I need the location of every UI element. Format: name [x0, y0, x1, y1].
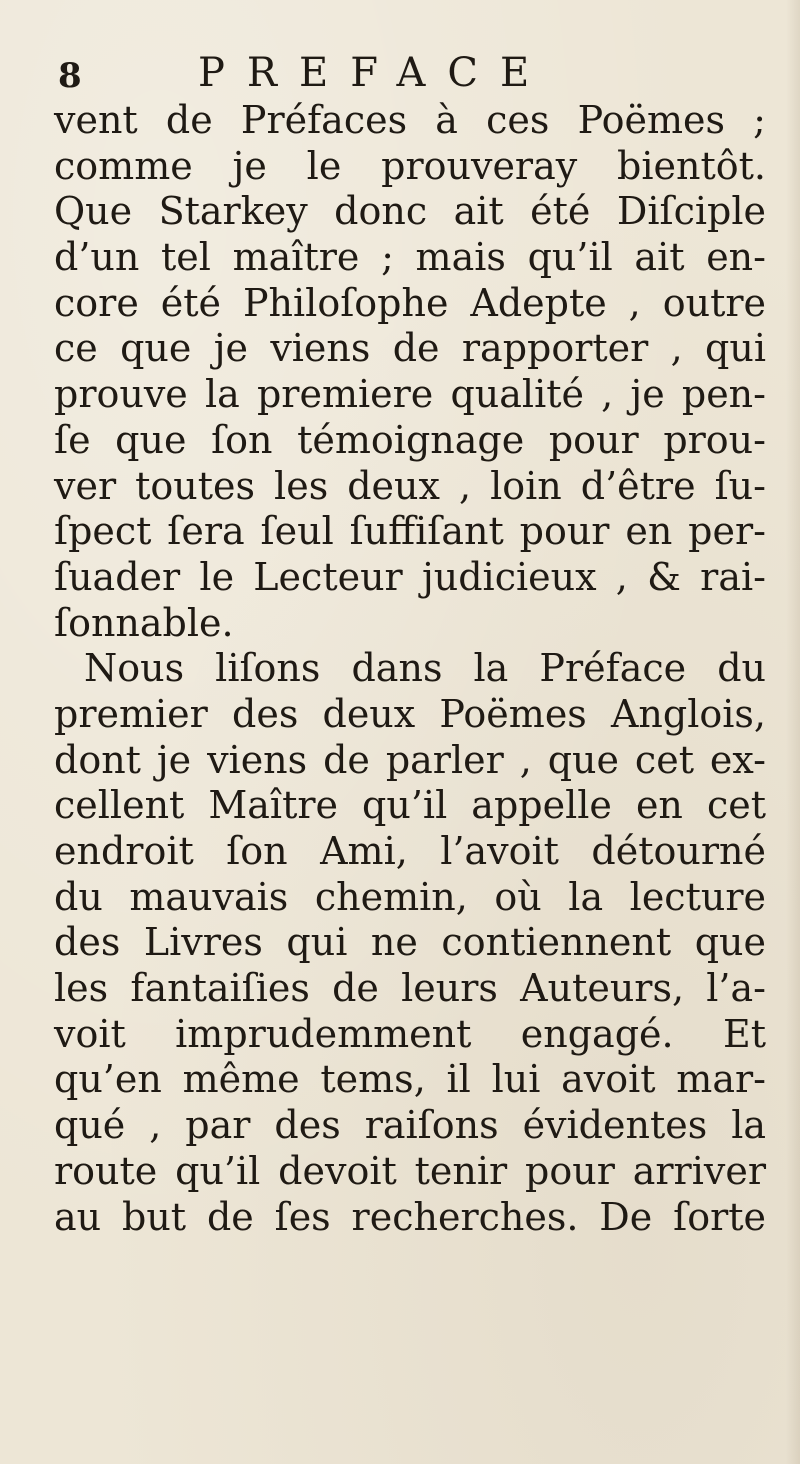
page-edge-shadow — [786, 0, 800, 1464]
text-line: les fantaiſies de leurs Auteurs, l’a- — [54, 966, 766, 1011]
running-title: PREFACE — [198, 50, 552, 96]
text-line: qué , par des raiſons évidentes la — [54, 1103, 766, 1148]
text-line: d’un tel maître ; mais qu’il ait en- — [54, 235, 766, 280]
text-line: ſe que ſon témoignage pour prou- — [54, 417, 766, 462]
text-line: vent de Préfaces à ces Poëmes ; — [54, 98, 766, 142]
text-line: prouve la premiere qualité , je pen- — [54, 372, 766, 417]
text-line: Que Starkey donc ait été Diſciple — [54, 189, 766, 234]
text-line: dont je viens de parler , que cet ex- — [54, 737, 766, 782]
text-line: voit imprudemment engagé. Et — [54, 1011, 766, 1056]
text-line: premier des deux Poëmes Anglois, — [54, 691, 766, 736]
text-line: ce que je viens de rapporter , qui — [54, 326, 766, 371]
text-line: du mauvais chemin, où la lecture — [54, 874, 766, 919]
text-line: Nous liſons dans la Préface du — [84, 646, 766, 691]
text-line: endroit ſon Ami, l’avoit détourné — [54, 829, 766, 873]
text-line: ſpect ſera ſeul ſuffiſant pour en per- — [54, 509, 766, 554]
text-line: qu’en même tems, il lui avoit mar- — [54, 1057, 766, 1102]
body-text — [54, 98, 766, 1240]
text-line: route qu’il devoit tenir pour arriver — [54, 1148, 766, 1193]
text-line: au but de ſes recherches. De ſorte — [54, 1194, 766, 1239]
text-line: ſuader le Lecteur judicieux , & rai- — [54, 554, 766, 599]
text-line: core été Philoſophe Adepte , outre — [54, 280, 766, 325]
text-line: cellent Maître qu’il appelle en cet — [54, 783, 766, 828]
page-number: 8 — [58, 56, 82, 96]
text-line: des Livres qui ne contiennent que — [54, 920, 766, 965]
text-line: ver toutes les deux , loin d’être ſu- — [54, 463, 766, 508]
text-line: comme je le prouveray bientôt. — [54, 143, 766, 188]
text-line: ſonnable. — [54, 600, 234, 645]
